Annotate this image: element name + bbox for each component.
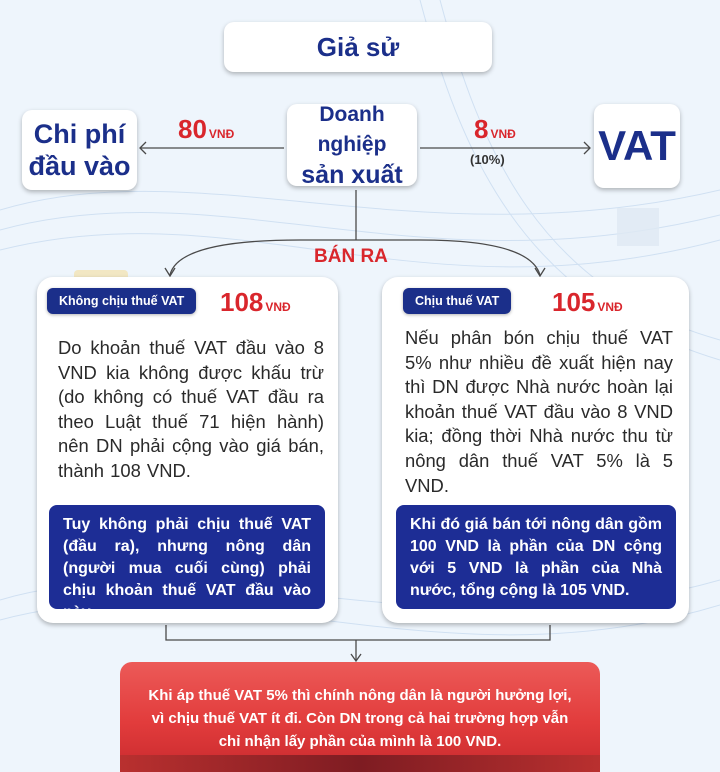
scenario-price-unit: VNĐ bbox=[265, 300, 291, 314]
scenario-price bbox=[552, 287, 623, 318]
vat-box bbox=[594, 104, 680, 188]
producer-box bbox=[287, 103, 417, 189]
conclusion-text: Khi áp thuế VAT 5% thì chính nông dân là người hưởng lợi, vì chịu thuế VAT ít đi. Còn DN trong cả hai trường hợp vẫn chỉ nhận lấy phần của mình là 100 VND. bbox=[148, 687, 572, 750]
scenario-tag: Không chịu thuế VAT bbox=[47, 288, 196, 314]
vat-amount-label bbox=[474, 114, 516, 145]
conclusion-decoration bbox=[120, 755, 600, 772]
vat-amount-unit: VNĐ bbox=[490, 127, 516, 141]
input-cost-line1: Chi phí bbox=[33, 119, 126, 149]
producer-line1: Doanh nghiệp bbox=[317, 103, 387, 156]
scenario-price-value: 108 bbox=[220, 287, 264, 317]
assumption-title: Giả sử bbox=[316, 31, 400, 62]
scenario-note: Tuy không phải chịu thuế VAT (đầu ra), nhưng nông dân (người mua cuối cùng) phải chịu khoản thuế VAT đầu vào này. bbox=[49, 505, 325, 609]
scenario-vat-panel bbox=[382, 277, 689, 623]
assumption-header bbox=[224, 22, 492, 72]
scenario-price-value: 105 bbox=[552, 287, 596, 317]
scenario-description: Do khoản thuế VAT đầu vào 8 VND kia không được khấu trừ (do không có thuế VAT đầu ra theo Luật thuế 71 hiện hành) nên DN phải cộng vào giá bán, thành 108 VND. bbox=[58, 337, 324, 481]
building-icon bbox=[617, 208, 659, 246]
scenario-no-vat-panel bbox=[37, 277, 338, 623]
scenario-price bbox=[220, 287, 291, 318]
input-cost-line2: đầu vào bbox=[28, 151, 131, 181]
sell-label: BÁN RA bbox=[314, 246, 388, 267]
vat-rate: (10%) bbox=[470, 152, 505, 167]
scenario-description: Nếu phân bón chịu thuế VAT 5% như nhiều đề xuất hiện nay thì DN được Nhà nước hoàn lại khoản thuế VAT đầu vào 8 VND kia; đồng thời Nhà nước thu từ nông dân thuế VAT 5% là 5 VND. bbox=[405, 327, 673, 496]
scenario-note: Khi đó giá bán tới nông dân gồm 100 VND là phần của DN cộng với 5 VND là phần của Nhà nước, tổng cộng là 105 VND. bbox=[396, 505, 676, 609]
input-cost-box bbox=[22, 110, 137, 190]
scenario-price-unit: VNĐ bbox=[597, 300, 623, 314]
input-amount-unit: VNĐ bbox=[208, 127, 235, 141]
producer-line2: sản xuất bbox=[301, 161, 403, 189]
input-amount: 80 bbox=[178, 114, 207, 144]
scenario-tag: Chịu thuế VAT bbox=[403, 288, 511, 314]
vat-amount: 8 bbox=[474, 114, 489, 144]
vat-label: VAT bbox=[598, 122, 676, 169]
input-amount-label bbox=[178, 114, 234, 145]
